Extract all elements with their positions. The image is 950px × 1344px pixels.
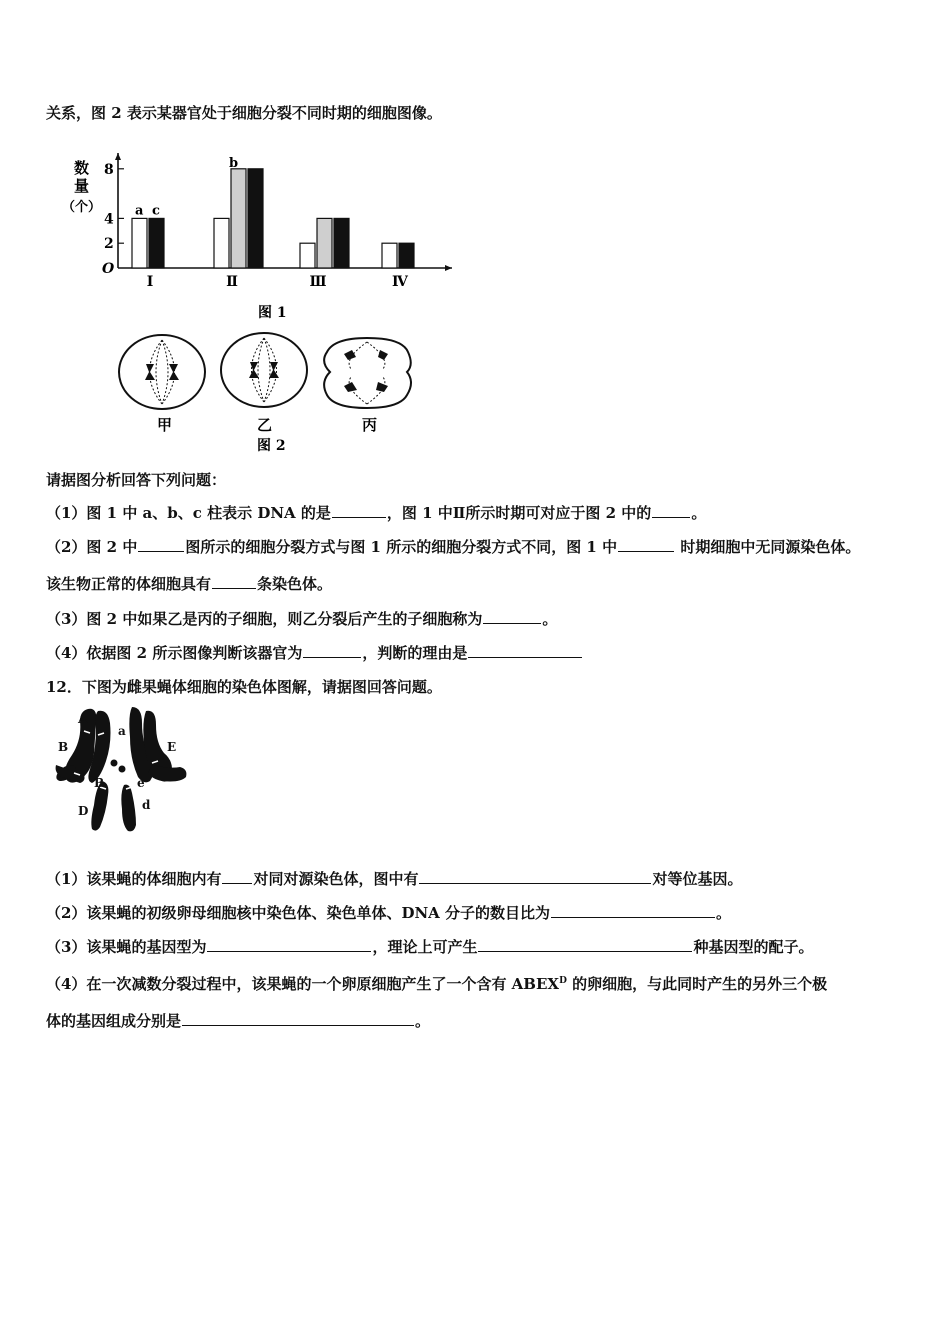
bar-c-3	[334, 218, 349, 268]
q12-part4-cont: 体的基因组成分别是 。	[46, 1012, 431, 1030]
bar-b-3	[317, 218, 332, 268]
figure-1-bar-chart	[60, 145, 460, 325]
answer-blank[interactable]	[332, 503, 386, 518]
y-axis-label-line2: 量	[74, 177, 90, 195]
y-tick-label: 2	[104, 236, 114, 253]
answer-blank[interactable]	[182, 1011, 414, 1026]
gene-label-e: e	[137, 776, 145, 790]
series-label-b: b	[229, 155, 239, 171]
answer-blank[interactable]	[478, 937, 692, 952]
answer-blank[interactable]	[652, 503, 690, 518]
x-tick-label: Ⅳ	[392, 274, 408, 290]
answer-blank[interactable]	[551, 903, 715, 918]
answer-blank[interactable]	[618, 537, 674, 552]
gene-label-D: D	[78, 804, 89, 818]
series-label-c: c	[152, 203, 160, 219]
q11-part4: （4）依据图 2 所示图像判断该器官为 ，判断的理由是	[46, 643, 583, 663]
q12-part1: （1）该果蝇的体细胞内有 对同对源染色体，图中有 对等位基因。	[46, 870, 743, 888]
x-tick-label: Ⅱ	[226, 274, 238, 290]
bar-a-4	[382, 243, 397, 268]
bar-b-2	[231, 169, 246, 268]
figure-2-cell-images	[112, 330, 422, 458]
answer-blank[interactable]	[468, 643, 582, 658]
answer-blank[interactable]	[212, 574, 256, 589]
q12-part2: （2）该果蝇的初级卵母细胞核中染色体、染色单体、DNA 分子的数目比为 。	[46, 904, 732, 922]
y-tick-label: 8	[104, 161, 114, 178]
bar-a-1	[132, 218, 147, 268]
bar-c-4	[399, 243, 414, 268]
cell-label-yi: 乙	[257, 416, 273, 434]
gene-label-d: d	[142, 798, 151, 812]
q11-part2: （2）图 2 中 图所示的细胞分裂方式与图 1 所示的细胞分裂方式不同，图 1 中 时期细胞中无同源染色体。	[46, 538, 861, 556]
cell-bing	[324, 338, 411, 434]
answer-blank[interactable]	[207, 937, 371, 952]
bar-a-2	[214, 218, 229, 268]
y-axis-arrow	[115, 153, 121, 160]
q12-part4: （4）在一次减数分裂过程中，该果蝇的一个卵原细胞产生了一个含有 $ABEX^D$ 的卵细胞，与此同时产生的另外三个极	[46, 975, 828, 993]
gene-label-B-lower: B	[94, 776, 105, 790]
answer-blank[interactable]	[483, 609, 541, 624]
figure-2-caption: 图 2	[257, 438, 286, 454]
gene-label-E: E	[167, 740, 177, 754]
answer-blank[interactable]	[303, 643, 361, 658]
y-axis-label-line3: （个）	[62, 200, 102, 215]
bar-c-1	[149, 218, 164, 268]
x-tick-label: Ⅲ	[309, 274, 327, 290]
x-axis-arrow	[445, 265, 452, 271]
fruit-fly-chromosome-diagram	[50, 703, 200, 838]
gene-label-A: A	[78, 712, 88, 726]
cell-jia	[119, 335, 205, 434]
q11-part3: （3）图 2 中如果乙是丙的子细胞，则乙分裂后产生的子细胞称为 。	[46, 610, 558, 628]
gene-label-a: a	[118, 724, 126, 738]
q11-part1: （1）图 1 中 a、b、c 柱表示 DNA 的是 ，图 1 中Ⅱ所示时期可对应于图 2 中的 。	[46, 504, 707, 522]
q11-part2-cont: 该生物正常的体细胞具有 条染色体。	[46, 575, 333, 593]
answer-blank[interactable]	[222, 869, 252, 884]
q12-title: 12．下图为雌果蝇体细胞的染色体图解，请据图回答问题。	[46, 678, 442, 696]
chart-title: 图 1	[258, 305, 287, 321]
answer-blank[interactable]	[138, 537, 184, 552]
origin-label: O	[102, 261, 115, 277]
answer-blank[interactable]	[419, 869, 651, 884]
bar-a-3	[300, 243, 315, 268]
q11-prompt: 请据图分析回答下列问题：	[46, 471, 227, 489]
cell-label-jia: 甲	[157, 416, 173, 434]
y-axis-label-line1: 数	[74, 159, 90, 177]
bar-c-2	[248, 169, 263, 268]
y-tick-label: 4	[104, 211, 114, 228]
series-label-a: a	[135, 203, 144, 219]
intro-text: 关系，图 2 表示某器官处于细胞分裂不同时期的细胞图像。	[46, 104, 442, 122]
q12-part3: （3）该果蝇的基因型为 ，理论上可产生 种基因型的配子。	[46, 938, 814, 956]
gene-label-B-left: B	[58, 740, 69, 754]
cell-label-bing: 丙	[362, 416, 378, 434]
cell-yi	[221, 333, 307, 434]
x-tick-label: Ⅰ	[146, 274, 154, 290]
